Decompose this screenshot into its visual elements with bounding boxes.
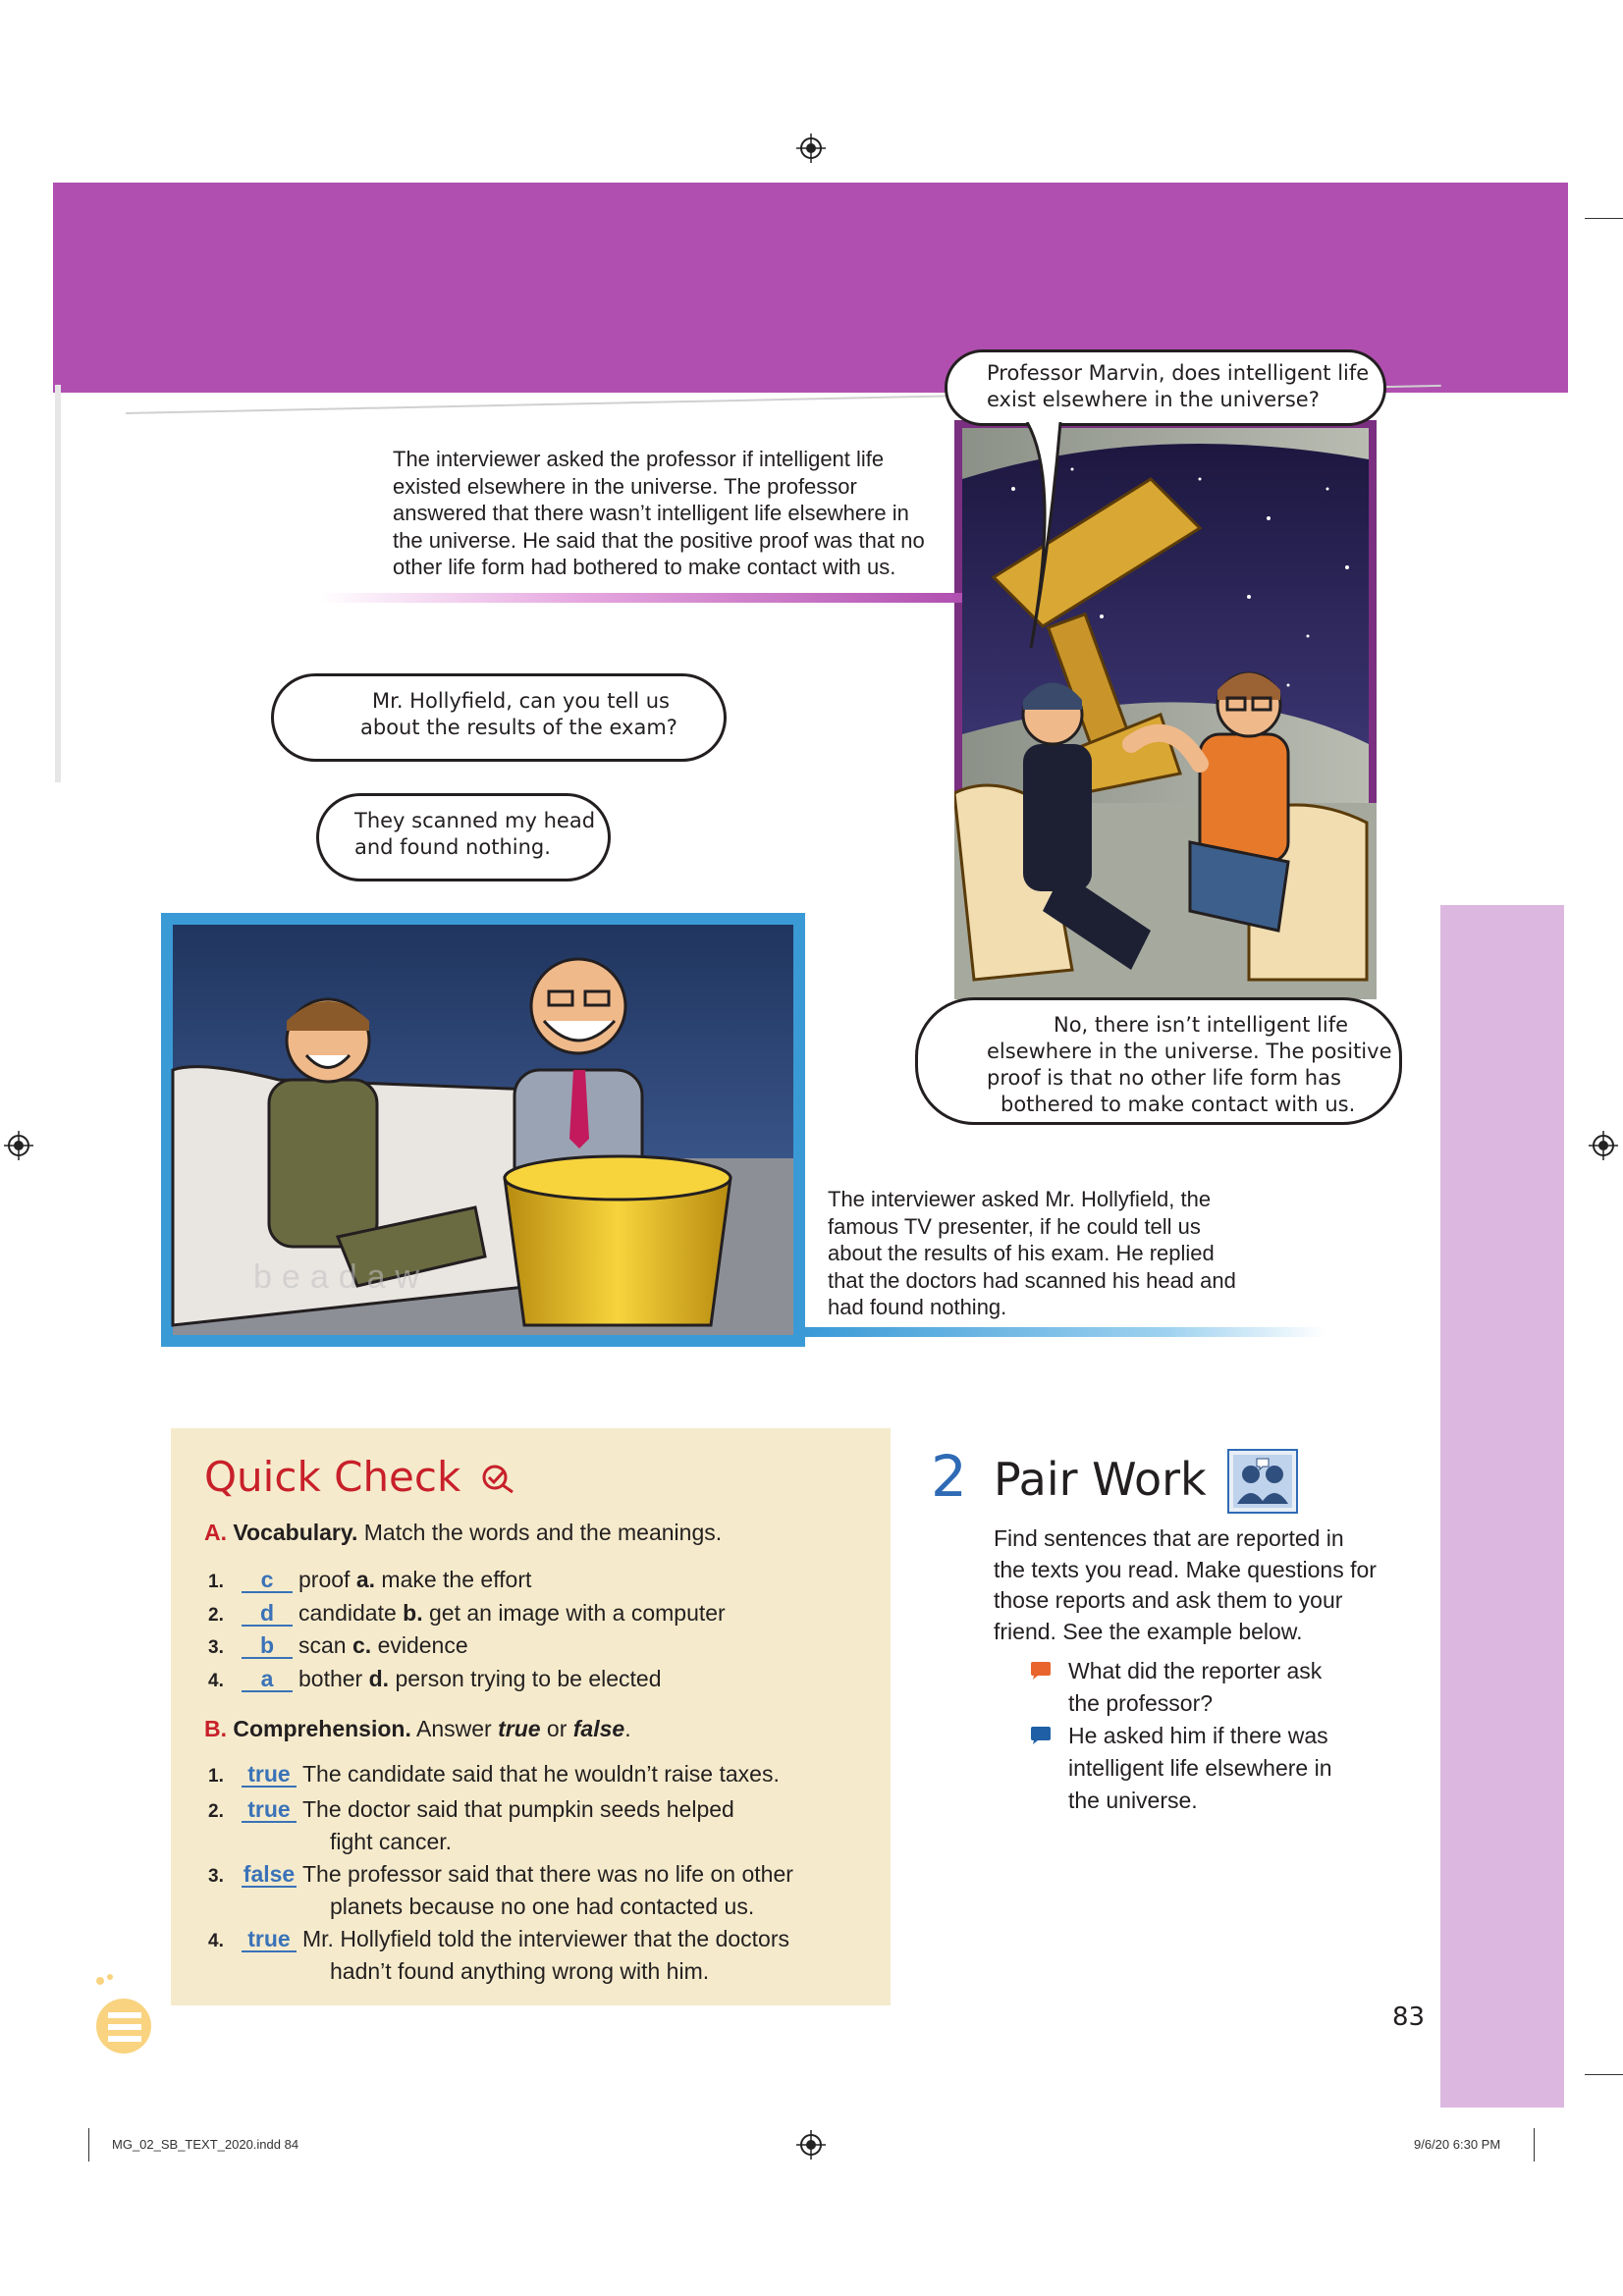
narration-line: other life form had bothered to make contact with us. xyxy=(393,555,896,579)
page-number: 83 xyxy=(1392,2002,1426,2032)
registration-mark-icon xyxy=(796,2130,826,2160)
section-a-heading xyxy=(204,1518,722,1547)
narration-rule-purple xyxy=(319,593,962,603)
pair-work-icon xyxy=(1227,1449,1298,1514)
narration-hollyfield xyxy=(828,1186,1289,1321)
vocab-meaning: evidence xyxy=(377,1632,468,1658)
answer-blank[interactable]: d xyxy=(242,1601,293,1627)
quick-check-title xyxy=(204,1453,515,1501)
section-b-heading xyxy=(204,1714,631,1743)
statement-line: The doctor said that pumpkin seeds helped xyxy=(302,1796,734,1822)
statement-line: The professor said that there was no life on other xyxy=(302,1861,793,1887)
speech-bubble-professor-question xyxy=(945,349,1386,426)
narration-line: existed elsewhere in the universe. The professor xyxy=(393,473,857,499)
instruction-line: friend. See the example below. xyxy=(994,1618,1303,1644)
crop-mark xyxy=(1585,2074,1623,2075)
item-number: 1. xyxy=(208,1572,224,1592)
section-heading: Vocabulary. xyxy=(233,1520,358,1545)
footer-file: MG_02_SB_TEXT_2020.indd 84 xyxy=(112,2137,299,2152)
bubble-line: exist elsewhere in the universe? xyxy=(987,388,1320,411)
vocab-word: proof xyxy=(298,1567,351,1592)
list-item xyxy=(208,1598,726,1631)
meaning-letter: a. xyxy=(355,1567,376,1592)
section-letter: A. xyxy=(204,1520,227,1545)
quick-check-title-text: Quick Check xyxy=(204,1453,461,1501)
true-word: true xyxy=(498,1716,541,1741)
registration-mark-icon xyxy=(4,1131,33,1160)
narration-rule-blue xyxy=(805,1327,1325,1337)
registration-mark-icon xyxy=(796,133,826,163)
vocab-word: scan xyxy=(298,1632,347,1658)
narration-line: The interviewer asked the professor if intelligent life xyxy=(393,447,885,471)
section-heading: Comprehension. xyxy=(233,1716,411,1741)
meaning-letter: d. xyxy=(368,1665,390,1691)
example-question xyxy=(1068,1655,1322,1720)
narration-line: The interviewer asked Mr. Hollyfield, the xyxy=(828,1187,1212,1211)
list-item xyxy=(208,1664,726,1697)
item-number: 4. xyxy=(208,1670,224,1691)
crop-mark xyxy=(88,2128,89,2162)
statement-line: planets because no one had contacted us. xyxy=(330,1894,755,1919)
narration-professor xyxy=(393,446,972,581)
bubble-line: about the results of the exam? xyxy=(360,716,677,739)
narration-line: the universe. He said that the positive proof was that no xyxy=(393,527,925,553)
item-number: 3. xyxy=(208,1637,224,1658)
crop-mark xyxy=(1534,2128,1535,2162)
answer-blank[interactable]: true xyxy=(242,1797,297,1823)
bubble-line: and found nothing. xyxy=(354,835,551,859)
answer-line: He asked him if there was xyxy=(1068,1723,1328,1748)
answer-line: intelligent life elsewhere in xyxy=(1068,1755,1332,1781)
narration-line: about the results of his exam. He replied xyxy=(828,1241,1215,1265)
speech-bubble-hollyfield-question xyxy=(271,673,727,762)
answer-blank[interactable]: true xyxy=(242,1762,297,1788)
bubble-line: Mr. Hollyfield, can you tell us xyxy=(372,689,670,713)
vocab-meaning: get an image with a computer xyxy=(428,1599,726,1626)
answer-line: the universe. xyxy=(1068,1788,1198,1813)
instruction-line: Find sentences that are reported in xyxy=(994,1525,1344,1551)
bubble-line: No, there isn’t intelligent life xyxy=(1054,1013,1349,1037)
list-item xyxy=(208,1859,793,1921)
answer-blank[interactable]: c xyxy=(242,1568,293,1593)
pair-work-title: Pair Work xyxy=(994,1453,1207,1506)
item-number: 2. xyxy=(208,1801,224,1822)
period: . xyxy=(624,1716,631,1741)
bubble-line: They scanned my head xyxy=(354,809,596,832)
publisher-logo-icon xyxy=(90,1969,155,2057)
section-number: 2 xyxy=(931,1443,967,1510)
answer-blank[interactable]: true xyxy=(242,1927,297,1952)
section-letter: B. xyxy=(204,1716,227,1741)
meaning-letter: b. xyxy=(403,1599,423,1626)
watermark: beadaw xyxy=(253,1258,430,1296)
vocab-meaning: make the effort xyxy=(381,1567,532,1592)
vocab-word: candidate xyxy=(298,1599,397,1626)
or-word: or xyxy=(546,1716,568,1741)
pair-work-instructions xyxy=(994,1523,1406,1647)
statement-line: fight cancer. xyxy=(330,1829,453,1854)
orange-speech-icon xyxy=(1030,1661,1052,1681)
speech-bubble-professor-answer xyxy=(915,997,1402,1125)
list-item xyxy=(208,1759,793,1791)
page-edge-shadow xyxy=(55,385,61,782)
vocabulary-list xyxy=(208,1565,726,1696)
question-line: the professor? xyxy=(1068,1690,1214,1716)
right-sidebar xyxy=(1440,905,1564,2108)
bubble-line: proof is that no other life form has xyxy=(987,1066,1341,1090)
list-item xyxy=(208,1924,793,1986)
question-line: What did the reporter ask xyxy=(1068,1658,1323,1683)
narration-line: famous TV presenter, if he could tell us xyxy=(828,1213,1201,1239)
bubble-line: bothered to make contact with us. xyxy=(1001,1093,1356,1116)
answer-blank[interactable]: b xyxy=(242,1633,293,1659)
statement-line: Mr. Hollyfield told the interviewer that the doctors xyxy=(302,1926,790,1951)
instruction-line: those reports and ask them to your xyxy=(994,1587,1343,1613)
magnifier-check-icon xyxy=(480,1460,515,1495)
speech-bubble-hollyfield-answer xyxy=(316,793,611,881)
item-number: 3. xyxy=(208,1866,224,1887)
bubble-line: elsewhere in the universe. The positive xyxy=(987,1040,1392,1063)
instruction-line: the texts you read. Make questions for xyxy=(994,1556,1377,1582)
false-word: false xyxy=(572,1716,625,1741)
answer-blank[interactable]: false xyxy=(243,1861,296,1887)
footer-date: 9/6/20 6:30 PM xyxy=(1414,2137,1501,2152)
registration-mark-icon xyxy=(1589,1131,1618,1160)
list-item xyxy=(208,1794,793,1856)
answer-blank[interactable]: a xyxy=(242,1667,293,1692)
statement-line: The candidate said that he wouldn’t raise taxes. xyxy=(302,1761,780,1787)
section-instruction: Match the words and the meanings. xyxy=(363,1520,723,1545)
meaning-letter: c. xyxy=(352,1632,372,1658)
speech-bubble-tail xyxy=(1021,422,1080,658)
professor-interview-illustration xyxy=(954,420,1377,999)
bubble-line: Professor Marvin, does intelligent life xyxy=(987,361,1370,385)
example-answer xyxy=(1068,1720,1332,1817)
blue-speech-icon xyxy=(1030,1726,1052,1745)
crop-mark xyxy=(1585,218,1623,219)
vocab-word: bother xyxy=(298,1665,363,1691)
narration-line: had found nothing. xyxy=(828,1295,1007,1319)
list-item xyxy=(208,1565,726,1598)
item-number: 2. xyxy=(208,1604,224,1626)
comprehension-list xyxy=(208,1759,793,1986)
vocab-meaning: person trying to be elected xyxy=(395,1665,662,1691)
narration-line: that the doctors had scanned his head and xyxy=(828,1267,1236,1293)
section-instruction: Answer xyxy=(415,1716,492,1741)
item-number: 1. xyxy=(208,1766,224,1787)
item-number: 4. xyxy=(208,1931,224,1951)
statement-line: hadn’t found anything wrong with him. xyxy=(330,1958,710,1984)
list-item xyxy=(208,1630,726,1664)
narration-line: answered that there wasn’t intelligent life elsewhere in xyxy=(393,501,909,525)
